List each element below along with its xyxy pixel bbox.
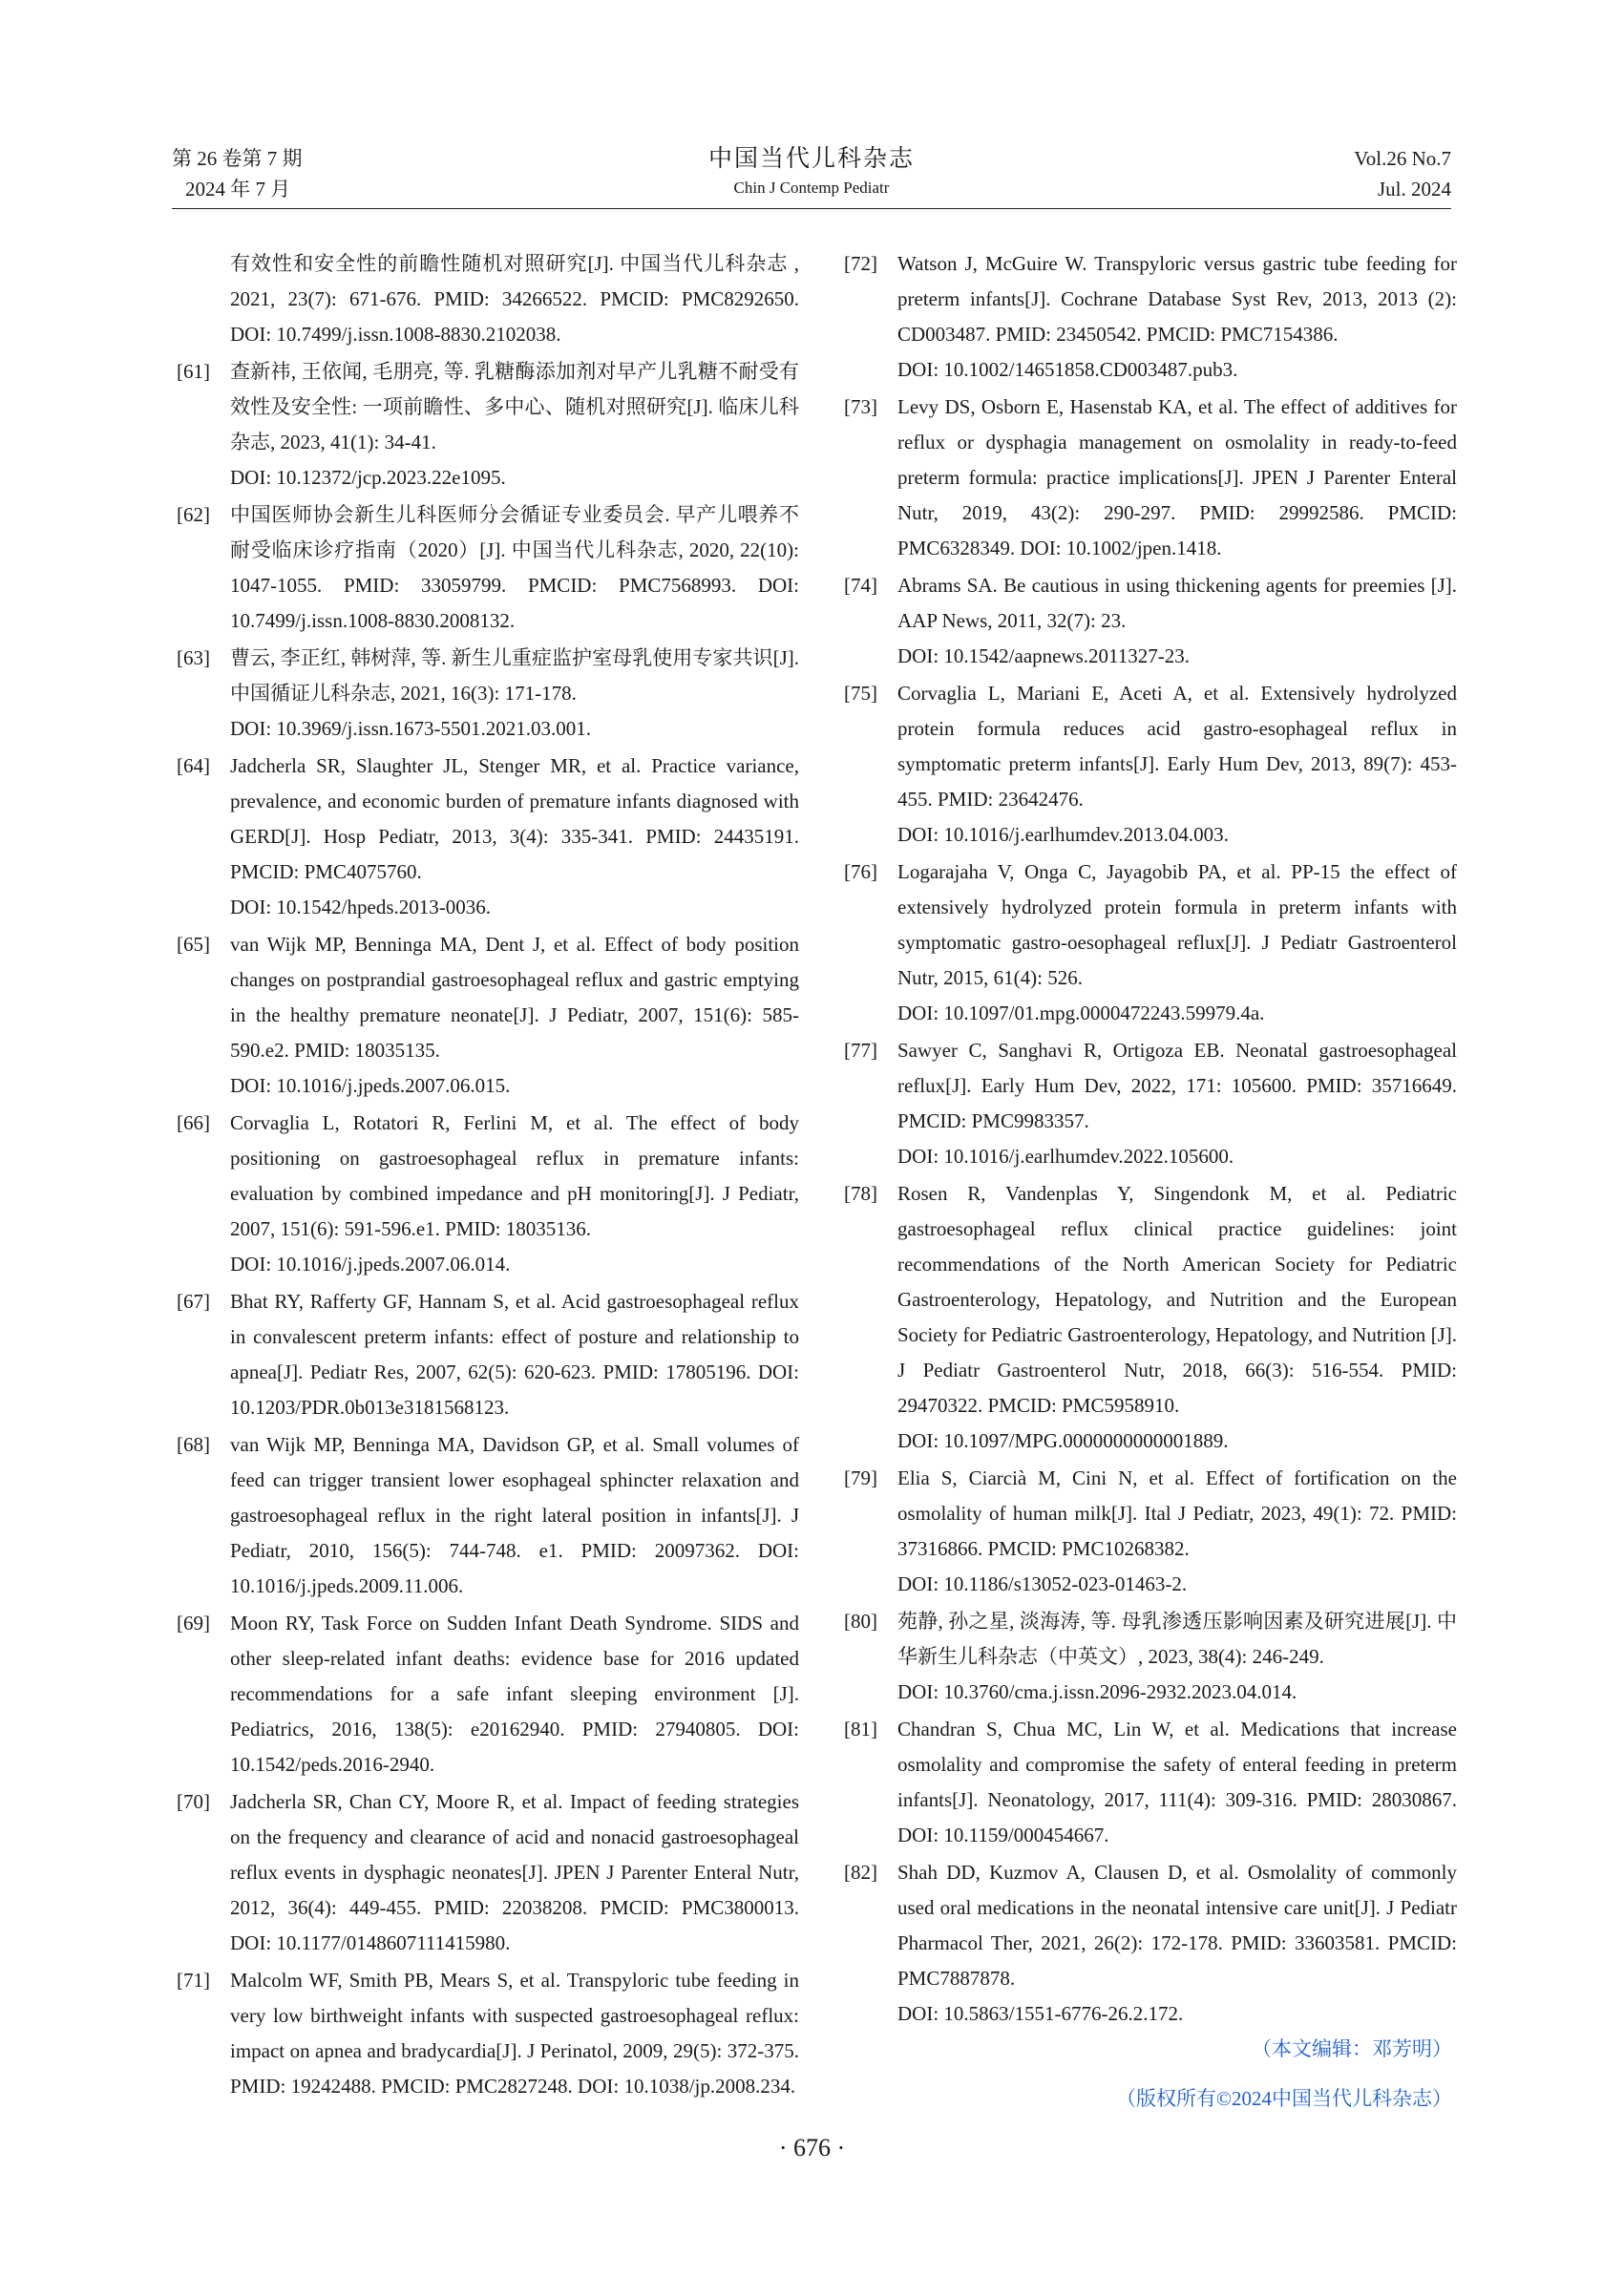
reference-number: [79] [844,1466,877,1489]
reference-text-block [230,1106,799,1282]
reference-text: Elia S, Ciarcià M, Cini N, et al. Effect of fortification on the osmolality of human milk[J]. Ital J Pediatr, 2023, 49(1): 72. PMID: 37316866. PMCID: PMC10268382. [897,1466,1457,1560]
reference-entry [177,1963,799,2104]
reference-text: Moon RY, Task Force on Sudden Infant Death Syndrome. SIDS and other sleep-related infant deaths: evidence base for 2016 updated recommendations for a safe infant sleeping environment [J]. Pediatrics, 2016, 138(5): e20162940. PMID: 27940805. DOI: 10.1542/peds.2016-2940. [230,1612,799,1776]
reference-text: 苑静, 孙之星, 淡海涛, 等. 母乳渗透压影响因素及研究进展[J]. 中华新生儿科杂志（中英文）, 2023, 38(4): 246-249. [897,1610,1457,1668]
header-date-en: Jul. 2024 [1377,178,1451,200]
reference-entry [844,568,1457,674]
reference-entry [177,497,799,639]
reference-doi: DOI: 10.12372/jcp.2023.22e1095. [230,466,506,489]
reference-entry [844,676,1457,853]
reference-entry [177,641,799,747]
reference-text: Bhat RY, Rafferty GF, Hannam S, et al. Acid gastroesophageal reflux in convalescent preterm infants: effect of posture and relationship to apnea[J]. Pediatr Res, 2007, 62(5): 620-623. PMID: 17805196. DOI: 10.1203/PDR.0b013e3181568123. [230,1290,799,1419]
reference-entry [177,927,799,1104]
reference-text: Levy DS, Osborn E, Hasenstab KA, et al. The effect of additives for reflux or dysphagia management on osmolality in ready-to-feed preterm formula: practice implications[J]. JPEN J Parenter Enteral Nutr, 2019, 43(2): 290-297. PMID: 29992586. PMCID: PMC6328349. DOI: 10.1002/jpen.1418. [897,395,1457,559]
reference-entry [177,1427,799,1604]
reference-text-block [897,854,1457,1031]
reference-number: [82] [844,1861,877,1884]
reference-doi: DOI: 10.3760/cma.j.issn.2096-2932.2023.04.014. [897,1680,1297,1703]
reference-text: Malcolm WF, Smith PB, Mears S, et al. Transpyloric tube feeding in very low birthweight infants with suspected gastroesophageal reflux: impact on apnea and bradycardia[J]. J Perinatol, 2009, 29(5): 372-375. PMID: 19242488. PMCID: PMC2827248. DOI: 10.1038/jp.2008.234. [230,1969,799,2098]
reference-number: [71] [177,1969,210,1992]
reference-text-block [897,1176,1457,1459]
reference-entry [844,1176,1457,1459]
reference-text: Logarajaha V, Onga C, Jayagobib PA, et al. PP-15 the effect of extensively hydrolyzed protein formula in preterm infants with symptomatic gastro-oesophageal reflux[J]. J Pediatr Gastroenterol Nutr, 2015, 61(4): 526. [897,860,1457,989]
reference-text: 查新祎, 王依闻, 毛朋亮, 等. 乳糖酶添加剂对早产儿乳糖不耐受有效性及安全性: 一项前瞻性、多中心、随机对照研究[J]. 临床儿科杂志, 2023, 41(1): 34-41. [230,360,799,453]
reference-number: [66] [177,1111,210,1134]
header-center [172,143,1451,200]
reference-number: [73] [844,395,877,418]
editor-note: （本文编辑：邓芳明） [1252,2037,1452,2060]
reference-text-block [230,1427,799,1604]
header-journal-en: Chin J Contemp Pediatr [733,179,890,197]
reference-text-block [230,641,799,747]
reference-text: Rosen R, Vandenplas Y, Singendonk M, et al. Pediatric gastroesophageal reflux clinical practice guidelines: joint recommendations of the North American Society for Pediatric Gastroenterology, Hepatology, and Nutrition and the European Society for Pediatric Gastroenterology, Hepatology, and Nutrition [J]. J Pediatr Gastroenterol Nutr, 2018, 66(3): 516-554. PMID: 29470322. PMCID: PMC5958910. [897,1182,1457,1417]
reference-doi: DOI: 10.1542/aapnews.2011327-23. [897,644,1191,667]
reference-text-block [897,676,1457,853]
reference-text-block [230,1784,799,1961]
reference-text: Watson J, McGuire W. Transpyloric versus gastric tube feeding for preterm infants[J]. Cochrane Database Syst Rev, 2013, 2013 (2): CD003487. PMID: 23450542. PMCID: PMC7154386. [897,252,1457,346]
reference-entry [177,749,799,925]
page-number: · 676 · [778,2134,846,2162]
reference-text: Jadcherla SR, Slaughter JL, Stenger MR, et al. Practice variance, prevalence, and economic burden of premature infants diagnosed with GERD[J]. Hosp Pediatr, 2013, 3(4): 335-341. PMID: 24435191. PMCID: PMC4075760. [230,754,799,883]
reference-doi: DOI: 10.1097/01.mpg.0000472243.59979.4a. [897,1002,1265,1024]
reference-number: [69] [177,1612,210,1635]
header-rule [172,208,1451,209]
reference-text-block [897,1033,1457,1174]
reference-text-block [230,246,799,352]
reference-number: [67] [177,1290,210,1313]
reference-entry [844,390,1457,566]
reference-entry [844,246,1457,388]
reference-number: [76] [844,860,877,883]
reference-number: [72] [844,252,877,275]
reference-column-left [177,246,799,2106]
reference-number: [64] [177,754,210,777]
reference-doi: DOI: 10.1002/14651858.CD003487.pub3. [897,358,1238,381]
reference-text: 中国医师协会新生儿科医师分会循证专业委员会. 早产儿喂养不耐受临床诊疗指南（2020）[J]. 中国当代儿科杂志, 2020, 22(10): 1047-1055. PMID: 33059799. PMCID: PMC7568993. DOI: 10.7499/j.issn.1008-8830.2008132. [230,503,799,632]
reference-text: Corvaglia L, Mariani E, Aceti A, et al. Extensively hydrolyzed protein formula reduces acid gastro-esophageal reflux in symptomatic preterm infants[J]. Early Hum Dev, 2013, 89(7): 453-455. PMID: 23642476. [897,682,1457,811]
reference-text: Sawyer C, Sanghavi R, Ortigoza EB. Neonatal gastroesophageal reflux[J]. Early Hum Dev, 2022, 171: 105600. PMID: 35716649. PMCID: PMC9983357. [897,1039,1457,1132]
reference-text: 曹云, 李正红, 韩树萍, 等. 新生儿重症监护室母乳使用专家共识[J]. 中国循证儿科杂志, 2021, 16(3): 171-178. [230,646,799,705]
reference-text: van Wijk MP, Benninga MA, Davidson GP, et al. Small volumes of feed can trigger transient lower esophageal sphincter relaxation and gastroesophageal reflux in the right lateral position in infants[J]. J Pediatr, 2010, 156(5): 744-748. e1. PMID: 20097362. DOI: 10.1016/j.jpeds.2009.11.006. [230,1433,799,1597]
reference-text-block [897,390,1457,566]
reference-text-block [897,1712,1457,1853]
reference-doi: DOI: 10.1016/j.earlhumdev.2022.105600. [897,1145,1234,1168]
reference-text-block [230,749,799,925]
reference-doi: DOI: 10.1016/j.jpeds.2007.06.014. [230,1253,511,1276]
reference-entry [844,1033,1457,1174]
reference-entry [844,1855,1457,2032]
reference-text: Chandran S, Chua MC, Lin W, et al. Medications that increase osmolality and compromise the safety of enteral feeding in preterm infants[J]. Neonatology, 2017, 111(4): 309-316. PMID: 28030867. DOI: 10.1159/000454667. [897,1718,1457,1846]
reference-text-block [230,354,799,496]
reference-number: [81] [844,1718,877,1740]
reference-entry [177,246,799,352]
reference-number: [65] [177,933,210,956]
header-right [1354,143,1451,204]
reference-text-block [897,568,1457,674]
reference-text-block [897,246,1457,388]
reference-entry [844,1604,1457,1710]
reference-text: 有效性和安全性的前瞻性随机对照研究[J]. 中国当代儿科杂志 , 2021, 23(7): 671-676. PMID: 34266522. PMCID: PMC8292650. DOI: 10.7499/j.issn.1008-8830.2102038. [230,252,799,346]
reference-doi: DOI: 10.1016/j.earlhumdev.2013.04.003. [897,823,1229,846]
reference-number: [62] [177,503,210,526]
reference-number: [68] [177,1433,210,1456]
reference-text: Corvaglia L, Rotatori R, Ferlini M, et al. The effect of body positioning on gastroesophageal reflux in premature infants: evaluation by combined impedance and pH monitoring[J]. J Pediatr, 2007, 151(6): 591-596.e1. PMID: 18035136. [230,1111,799,1240]
reference-text-block [897,1461,1457,1602]
reference-text-block [230,1606,799,1782]
reference-text-block [230,1963,799,2104]
reference-number: [78] [844,1182,877,1205]
reference-column-right [844,246,1457,2034]
reference-entry [177,1284,799,1425]
reference-doi: DOI: 10.1097/MPG.0000000000001889. [897,1429,1229,1452]
header-date-cn: 2024 年 7 月 [185,178,291,200]
reference-entry [177,1606,799,1782]
reference-number: [77] [844,1039,877,1062]
reference-text-block [897,1855,1457,2032]
reference-text: Abrams SA. Be cautious in using thickening agents for preemies [J]. AAP News, 2011, 32(7): 23. [897,574,1457,632]
reference-text-block [230,1284,799,1425]
reference-text-block [897,1604,1457,1710]
reference-doi: DOI: 10.1542/hpeds.2013-0036. [230,896,491,918]
reference-number: [74] [844,574,877,597]
reference-entry [844,1461,1457,1602]
reference-text: van Wijk MP, Benninga MA, Dent J, et al. Effect of body position changes on postprandial gastroesophageal reflux and gastric emptying in the healthy premature neonate[J]. J Pediatr, 2007, 151(6): 585-590.e2. PMID: 18035135. [230,933,799,1062]
reference-text: Shah DD, Kuzmov A, Clausen D, et al. Osmolality of commonly used oral medications in the neonatal intensive care unit[J]. J Pediatr Pharmacol Ther, 2021, 26(2): 172-178. PMID: 33603581. PMCID: PMC7887878. [897,1861,1457,1990]
reference-doi: DOI: 10.1186/s13052-023-01463-2. [897,1572,1188,1595]
reference-number: [80] [844,1610,877,1633]
reference-number: [70] [177,1790,210,1813]
header-volume-en: Vol.26 No.7 [1354,147,1451,170]
reference-entry [177,1784,799,1961]
reference-doi: DOI: 10.3969/j.issn.1673-5501.2021.03.001. [230,717,591,740]
reference-text-block [230,927,799,1104]
reference-number: [61] [177,360,210,383]
reference-entry [844,854,1457,1031]
copyright-note: （版权所有©2024中国当代儿科杂志） [1116,2087,1452,2110]
header-journal-cn: 中国当代儿科杂志 [707,146,915,172]
reference-doi: DOI: 10.1016/j.jpeds.2007.06.015. [230,1074,511,1097]
running-header [172,143,1451,210]
reference-text-block [230,497,799,639]
reference-entry [844,1712,1457,1853]
reference-text: Jadcherla SR, Chan CY, Moore R, et al. Impact of feeding strategies on the frequency and clearance of acid and nonacid gastroesophageal reflux events in dysphagic neonates[J]. JPEN J Parenter Enteral Nutr, 2012, 36(4): 449-455. PMID: 22038208. PMCID: PMC3800013. DOI: 10.1177/0148607111415980. [230,1790,799,1954]
reference-entry [177,354,799,496]
reference-number: [75] [844,682,877,705]
header-volume-cn: 第 26 卷第 7 期 [172,147,303,170]
reference-doi: DOI: 10.5863/1551-6776-26.2.172. [897,2002,1184,2025]
reference-number: [63] [177,646,210,669]
reference-entry [177,1106,799,1282]
